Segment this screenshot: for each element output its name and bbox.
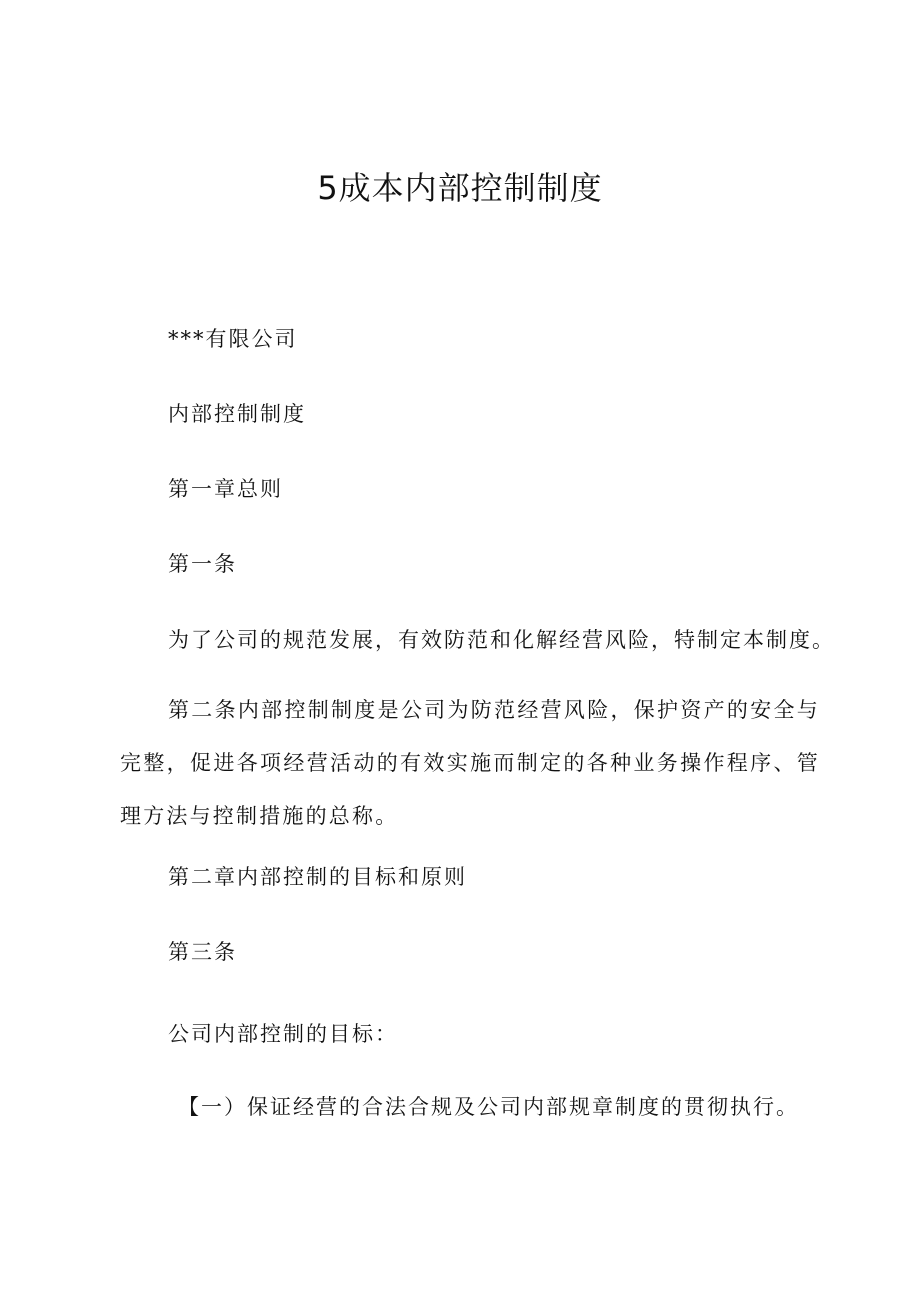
chapter-1-heading: 第一章总则 — [168, 477, 283, 501]
article-1-text: 为了公司的规范发展，有效防范和化解经营风险，特制定本制度。 — [168, 628, 835, 652]
article-2-paragraph: 第二条内部控制制度是公司为防范经营风险，保护资产的安全与完整，促进各项经营活动的有效实施而制定的各种业务操作程序、管理方法与控制措施的总称。 — [120, 698, 820, 828]
chapter-2-heading: 第二章内部控制的目标和原则 — [168, 865, 467, 889]
article-1-label: 第一条 — [168, 552, 237, 576]
document-title: 5成本内部控制制度 — [317, 169, 603, 207]
article-3-intro: 公司内部控制的目标： — [168, 1022, 398, 1046]
article-3-item-1: 【一）保证经营的合法合规及公司内部规章制度的贯彻执行。 — [178, 1095, 799, 1119]
document-subtitle: 内部控制制度 — [168, 402, 306, 426]
company-name: ***有限公司 — [168, 327, 298, 351]
article-3-label: 第三条 — [168, 940, 237, 964]
